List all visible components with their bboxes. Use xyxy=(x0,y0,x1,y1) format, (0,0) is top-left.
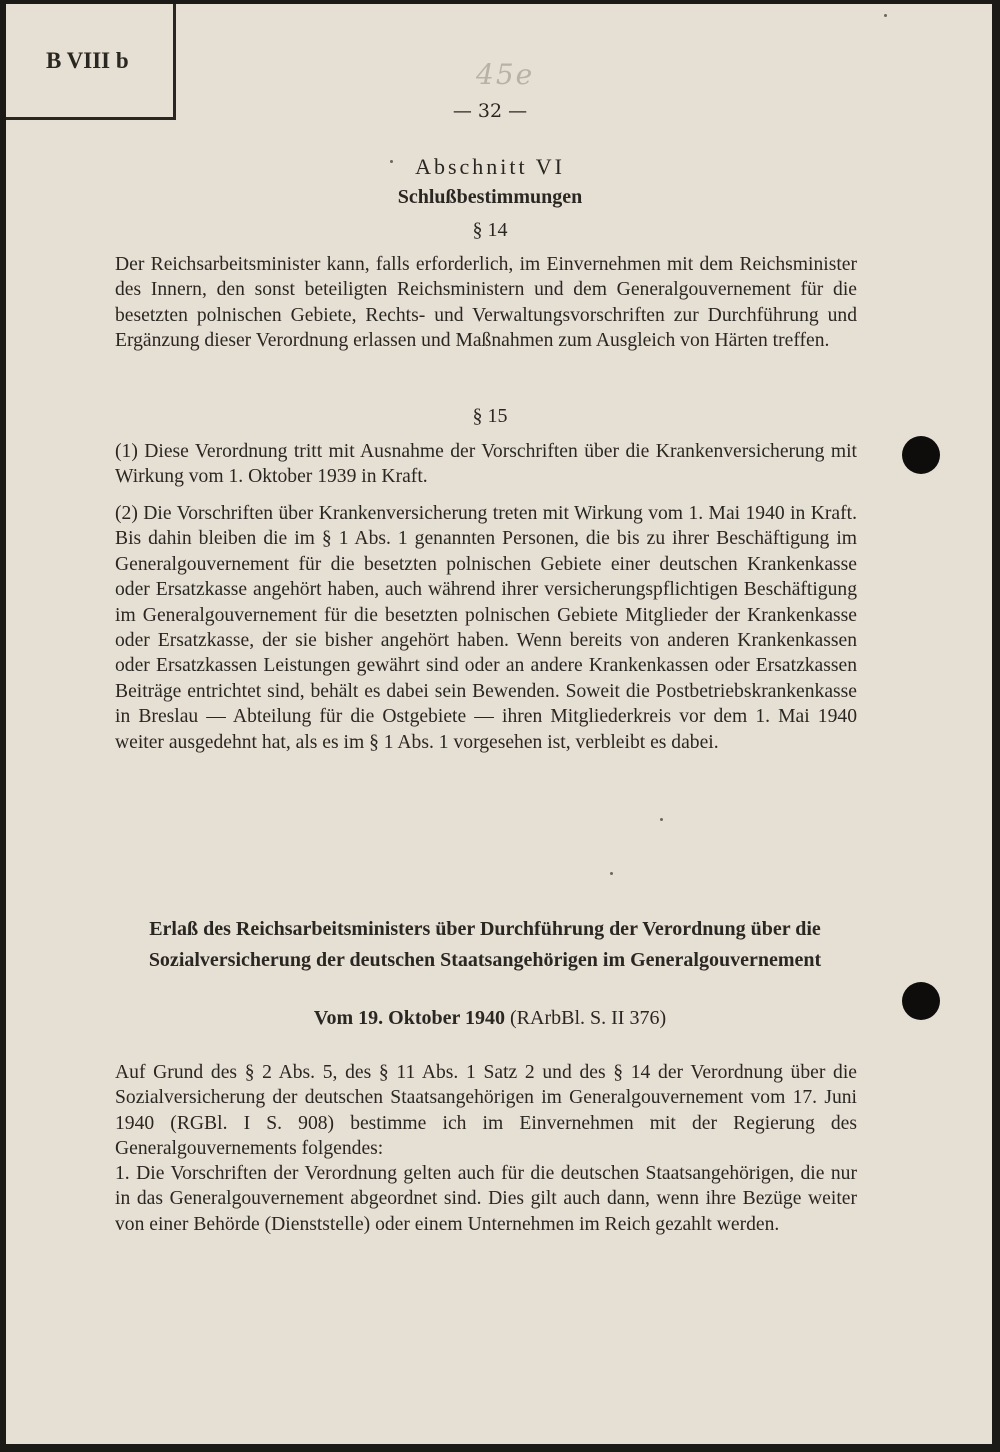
decree-intro: Auf Grund des § 2 Abs. 5, des § 11 Abs. 1 Satz 2 und des § 14 der Verordnung über die Sozialversicherung der deutschen Staatsangehörigen im Generalgouvernement vom 17. Juni 1940 (RGBl. I S. 908) bestimme ich im Einvernehmen mit der Regierung des Generalgouvernements folgendes: xyxy=(115,1062,857,1160)
section-title: Abschnitt VI xyxy=(415,154,565,179)
paragraph-15-2: (2) Die Vorschriften über Krankenversicherung treten mit Wirkung vom 1. Mai 1940 in Kraft. Bis dahin bleiben die im § 1 Abs. 1 genannten Personen, die bis zu ihrer Beschäftigung im Generalgouvernement für die besetzten polnischen Gebiete einer deutschen Krankenkasse oder Ersatzkasse angehört haben, auch während ihrer versicherungspflichtigen Beschäftigung im Generalgouvernement für die besetzten polnischen Gebiete Mitglieder der Krankenkasse oder Ersatzkasse, der sie bisher angehört haben. Wenn bereits von anderen Krankenkassen oder Ersatzkassen Leistungen gewährt sind oder an andere Krankenkassen oder Ersatzkassen Beiträge entrichtet sind, behält es dabei sein Bewenden. Soweit die Postbetriebskrankenkasse in Breslau — Abteilung für die Ostgebiete — ihren Mitgliederkreis vor dem 1. Mai 1940 weiter ausgedehnt hat, als es im § 1 Abs. 1 vorgesehen ist, verbleibt es dabei. xyxy=(115,503,857,753)
decree-item-1: 1. Die Vorschriften der Verordnung gelten auch für die deutschen Staatsangehörigen, die nur in das Generalgouvernement abgeordnet sind. Dies gilt auch dann, wenn ihre Bezüge weiter von einer Behörde (Dienststelle) oder einem Unternehmen im Reich gezahlt werden. xyxy=(115,1163,857,1235)
pencil-annotation: 45e xyxy=(476,58,535,91)
page-number: — 32 — xyxy=(452,100,528,122)
archive-label-text: B VIII b xyxy=(46,48,129,73)
decree-title: Erlaß des Reichsarbeitsministers über Durchführung der Verordnung über die Sozialversicherung der deutschen Staatsangehörigen im Generalgouvernement xyxy=(148,918,822,971)
punch-hole-upper xyxy=(902,436,940,474)
paper-speck xyxy=(660,818,663,821)
paper-speck xyxy=(390,160,393,163)
punch-hole-lower xyxy=(902,982,940,1020)
decree-date-main: Vom 19. Oktober 1940 xyxy=(313,1007,505,1029)
archive-box-label xyxy=(6,4,176,120)
paragraph-15-1: (1) Diese Verordnung tritt mit Ausnahme der Vorschriften über die Krankenversicherung mit Wirkung vom 1. Oktober 1939 in Kraft. xyxy=(115,441,857,488)
paper-speck xyxy=(884,14,887,17)
decree-date-ref: (RArbBl. S. II 376) xyxy=(510,1007,667,1029)
decree-date xyxy=(110,1007,870,1030)
paper-speck xyxy=(610,872,613,875)
section-heading: Schlußbestimmungen xyxy=(397,186,583,208)
paragraph-mark-15: § 15 xyxy=(472,405,508,427)
paragraph-mark-14: § 14 xyxy=(472,219,508,241)
paragraph-14-text: Der Reichsarbeitsminister kann, falls erforderlich, im Einvernehmen mit dem Reichsminister des Innern, den sonst beteiligten Reichsministern und dem Generalgouvernement für die besetzten polnischen Gebiete, Rechts- und Verwaltungsvorschriften zur Durchführung und Ergänzung dieser Verordnung erlassen und Maßnahmen zum Ausgleich von Härten treffen. xyxy=(115,254,857,352)
